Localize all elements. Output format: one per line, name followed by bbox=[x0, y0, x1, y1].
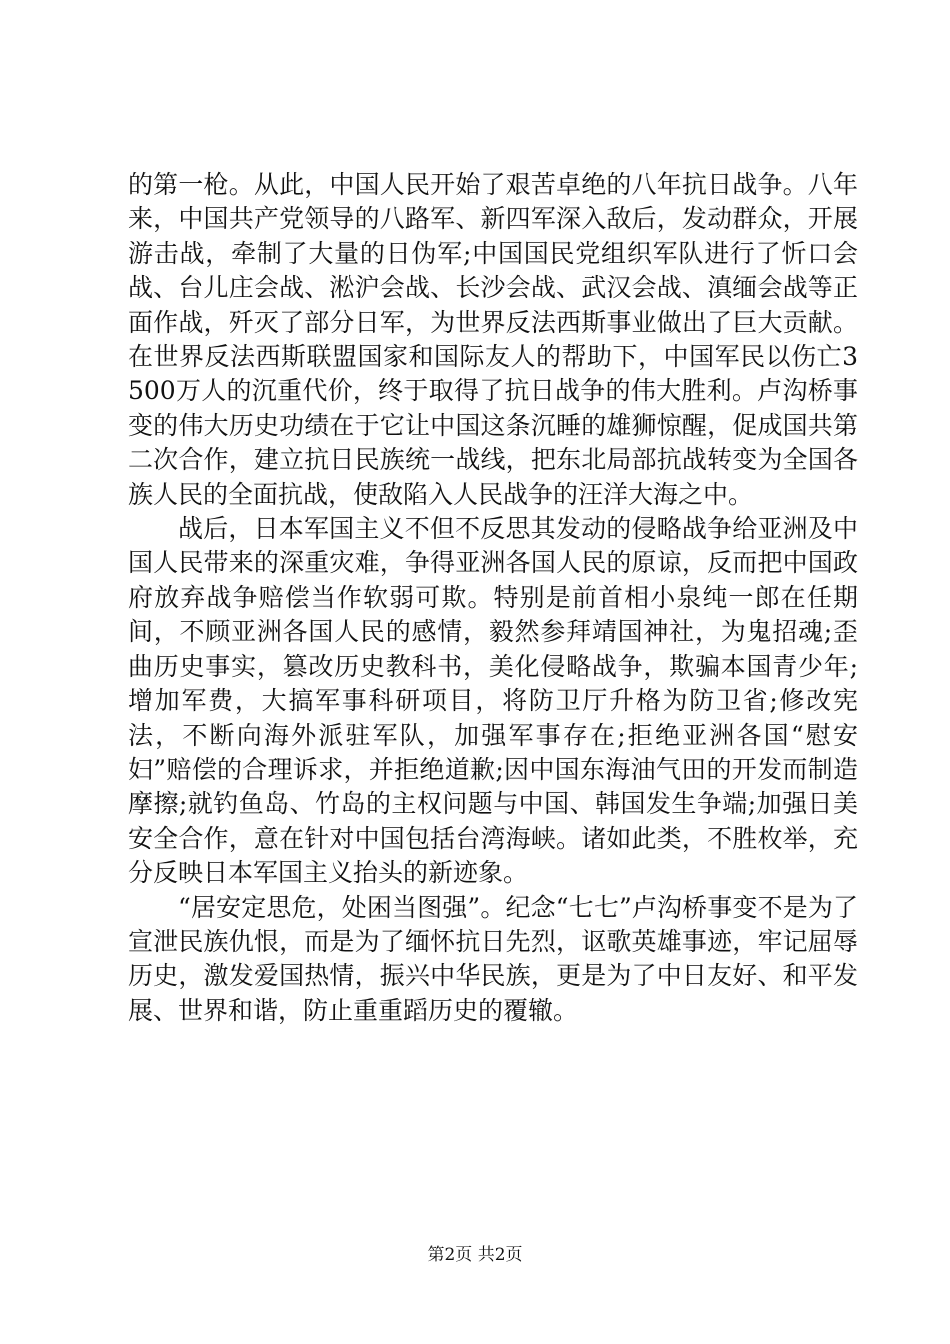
page-footer: 第2页 共2页 bbox=[427, 1245, 523, 1265]
document-body bbox=[128, 168, 858, 1028]
paragraph-commemoration: “居安定思危，处困当图强”。纪念“七七”卢沟桥事变不是为了宣泄民族仇恨，而是为了缅怀抗日先烈，讴歌英雄事迹，牢记屈辱历史，激发爱国热情，振兴中华民族，更是为了中日友好、和平发展、世界和谐，防止重重蹈历史的覆辙。 bbox=[128, 892, 858, 1025]
paragraph-continuation: 的第一枪。从此，中国人民开始了艰苦卓绝的八年抗日战争。八年来，中国共产党领导的八路军、新四军深入敌后，发动群众，开展游击战，牵制了大量的日伪军;中国国民党组织军队进行了忻口会战、台儿庄会战、淞沪会战、长沙会战、武汉会战、滇缅会战等正面作战，歼灭了部分日军，为世界反法西斯事业做出了巨大贡献。在世界反法西斯联盟国家和国际友人的帮助下，中国军民以伤亡3500万人的沉重代价，终于取得了抗日战争的伟大胜利。卢沟桥事变的伟大历史功绩在于它让中国这条沉睡的雄狮惊醒，促成国共第二次合作，建立抗日民族统一战线，把东北局部抗战转变为全国各族人民的全面抗战，使敌陷入人民战争的汪洋大海之中。 bbox=[128, 170, 858, 509]
paragraph-postwar: 战后，日本军国主义不但不反思其发动的侵略战争给亚洲及中国人民带来的深重灾难，争得亚洲各国人民的原谅，反而把中国政府放弃战争赔偿当作软弱可欺。特别是前首相小泉纯一郎在任期间，不顾亚洲各国人民的感情，毅然参拜靖国神社，为鬼招魂;歪曲历史事实，篡改历史教科书，美化侵略战争，欺骗本国青少年;增加军费，大搞军事科研项目，将防卫厅升格为防卫省;修改宪法，不断向海外派驻军队，加强军事存在;拒绝亚洲各国“慰安妇”赔偿的合理诉求，并拒绝道歉;因中国东海油气田的开发而制造摩擦;就钓鱼岛、竹岛的主权问题与中国、韩国发生争端;加强日美安全合作，意在针对中国包括台湾海峡。诸如此类，不胜枚举，充分反映日本军国主义抬头的新迹象。 bbox=[128, 514, 858, 888]
